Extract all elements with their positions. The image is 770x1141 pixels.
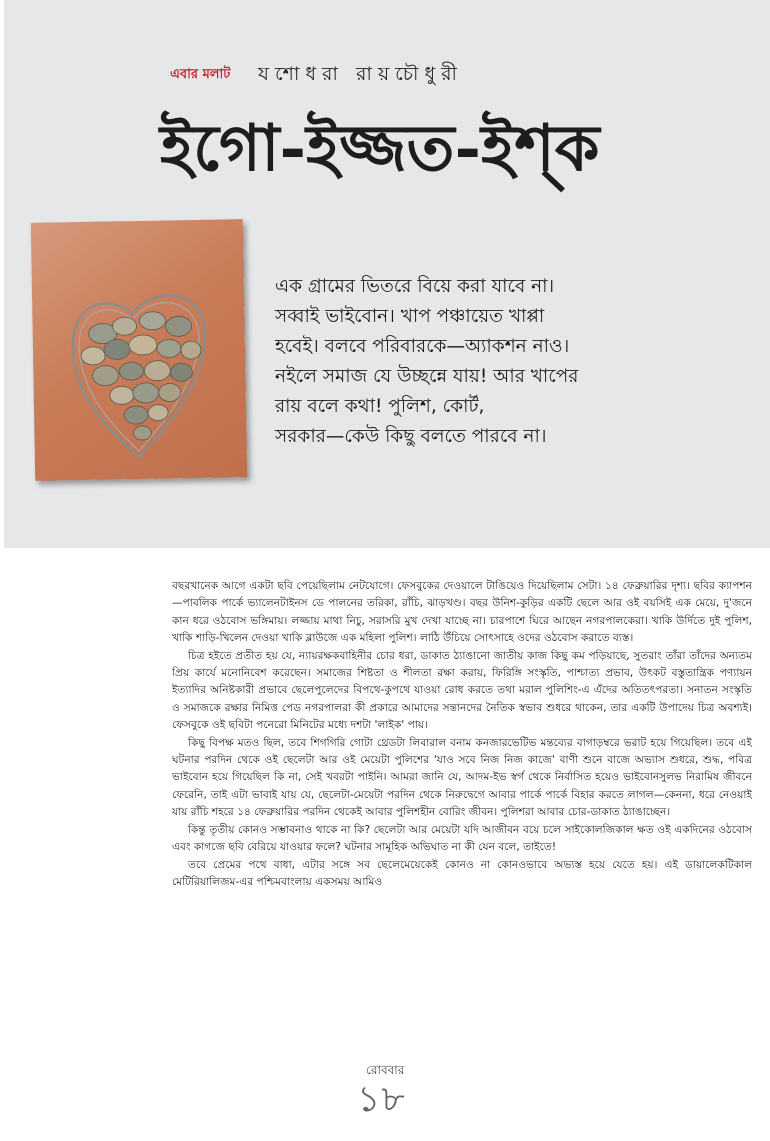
heart-stones-icon [31, 219, 247, 481]
page-number: ১৮ [357, 1079, 406, 1120]
pull-quote-line: সরকার—কেউ কিছু বলতে পারবে না। [275, 426, 547, 447]
pull-quote [275, 272, 745, 452]
article-paragraph: বছরখানেক আগে একটা ছবি পেয়েছিলাম নেটযোগে। ফেসবুকের দেওয়ালে টাঙিয়েও দিয়েছিলাম সেটা। ১৪ ফেব্রুয়ারির দৃশ্য। ছবির ক্যাপশন—পাবলিক পার্কে ভ্যালেনটাইনস ডে পালনের তরিকা, রাঁচি, ঝাড়খণ্ড। বছর উনিশ-কুড়ির একটি ছেলে আর ওই বয়সিই এক মেয়ে, দু'জনে কান ধরে ওঠবোস ভঙ্গিমায়। লজ্জায় মাথা নিচু, সরাসরি মুখ দেখা যাচ্ছে না। চারপাশে ঘিরে আছেন নগরপালকেরা। খাকি উর্দিতে দুই পুলিশ, খাকি শাড়ি-খিলেন দেওয়া খাকি ব্লাউজে এক মহিলা পুলিশ। লাঠি উঁচিয়ে সোৎসাহে ওদের ওঠবোস করাতে ব্যস্ত। [172, 580, 752, 645]
magazine-name: রোববার [366, 1063, 405, 1077]
pull-quote-line: এক গ্রামের ভিতরে বিয়ে করা যাবে না। [275, 276, 555, 297]
pull-quote-line: সব্বাই ভাইবোন। খাপ পঞ্চায়েত খাপ্পা [275, 306, 545, 327]
article-paragraph: কিছু বিপক্ষ মতও ছিল, তবে শিগগিরি গোটা থ্রেডটা লিবারাল বনাম কনজারভেটিভ মন্তব্যের বাগাড়ম্বরে ভরাট হয়ে গিয়েছিল। তবে এই ঘটনার পরদিন থেকে ওই ছেলেটা আর ওই মেয়েটা পুলিশের 'যাও সবে নিজ নিজ কাজে' বাণী শুনে বাজে অভ্যাস শুধরে, শুদ্ধ, পবিত্র ভাইবোন হয়ে গিয়েছিল কি না, সেই খবরটা পাইনি। আমরা জানি যে, আদম-ইভ স্বর্গ থেকে নির্বাসিত হয়েও ভাইবোনসুলভ নিরামিষ জীবনে ফেরেনি, তাই এটা ভাবাই যায় যে, ছেলেটা-মেয়েটা পরদিন থেকে নিরুদ্বেগে আবার পার্কে পার্কে বিহার করতে লাগল—কেননা, ধরে নেওয়াই যায় রাঁচি শহরে ১৪ ফেব্রুয়ারির পরদিন থেকেই আবার পুলিশহীন বোরিং জীবন। পুলিশরা আবার চোর-ডাকাত ঠ্যাঙাচ্ছেন। [172, 736, 752, 819]
heart-of-stones-photo [31, 219, 247, 481]
pull-quote-line: রায় বলে কথা! পুলিশ, কোর্ট, [275, 396, 485, 417]
author-name: যশোধরা রায়চৌধুরী [258, 63, 463, 85]
pull-quote-line: হবেই। বলবে পরিবারকে—অ্যাকশন নাও। [275, 336, 570, 357]
article-title: ইগো-ইজ্জত-ইশ্‌ক [160, 111, 600, 186]
article-paragraph: কিন্তু তৃতীয় কোনও সম্ভাবনাও থাকে না কি? ছেলেটা আর মেয়েটা যদি আজীবন বয়ে চলে সাইকোলজিকাল ক্ষত ওই একদিনের ওঠবোস এবং কাগজে ছবি বেরিয়ে যাওয়ার ফলে? ঘটনার সামূহিক অভিঘাত না কী যেন বলে, তাইতে! [172, 823, 752, 854]
article-paragraph: তবে প্রেমের পথে বাধা, এটার সঙ্গে সব ছেলেমেয়েকেই কোনও না কোনওভাবে অভ্যস্ত হয়ে যেতে হয়। এই ডায়ালেকটিকাল মেটিরিয়ালিজম-এর পশ্চিমবাংলায় একসময় আমিও [172, 858, 752, 888]
series-label: এবার মলাট [170, 67, 231, 82]
pull-quote-line: নইলে সমাজ যে উচ্ছন্নে যায়! আর খাপের [275, 366, 579, 387]
article-paragraph: চিত্র হইতে প্রতীত হয় যে, ন্যায়রক্ষকবাহিনীর চোর ধরা, ডাকাত ঠ্যাঙানো জাতীয় কাজ কিছু কম পড়িয়াছে, সুতরাং তাঁরা তাঁদের অন্যতম প্রিয় কার্যে মনোনিবেশ করেছেন। সমাজের শিষ্টতা ও শীলতা রক্ষা করায়, ফিরিঙ্গি সংস্কৃতি, পাশ্চাত্য প্রভাব, উৎকট বস্তুতান্ত্রিক পণ্যায়ন ইত্যাদির অনিষ্টকারী প্রভাবে ছেলেপুলেদের বিপথে-কুপথে যাওয়া রোধ করতে তথা মরাল পুলিশিং-এ এঁদের অতিতৎপরতা। সনাতন সংস্কৃতি ও সমাজকে রক্ষার নিমিত্ত পেড নগরপালরা কী প্রকারে আমাদের সন্তানদের নৈতিক স্বভাব শুধরে থাকেন, তার একটি উপাদেয় চিত্র অবশ্যই। ফেসবুকে ওই ছবিটা পনেরো মিনিটের মধ্যে দশটা 'লাইক' পায়। [172, 649, 752, 732]
article-body [172, 578, 752, 891]
